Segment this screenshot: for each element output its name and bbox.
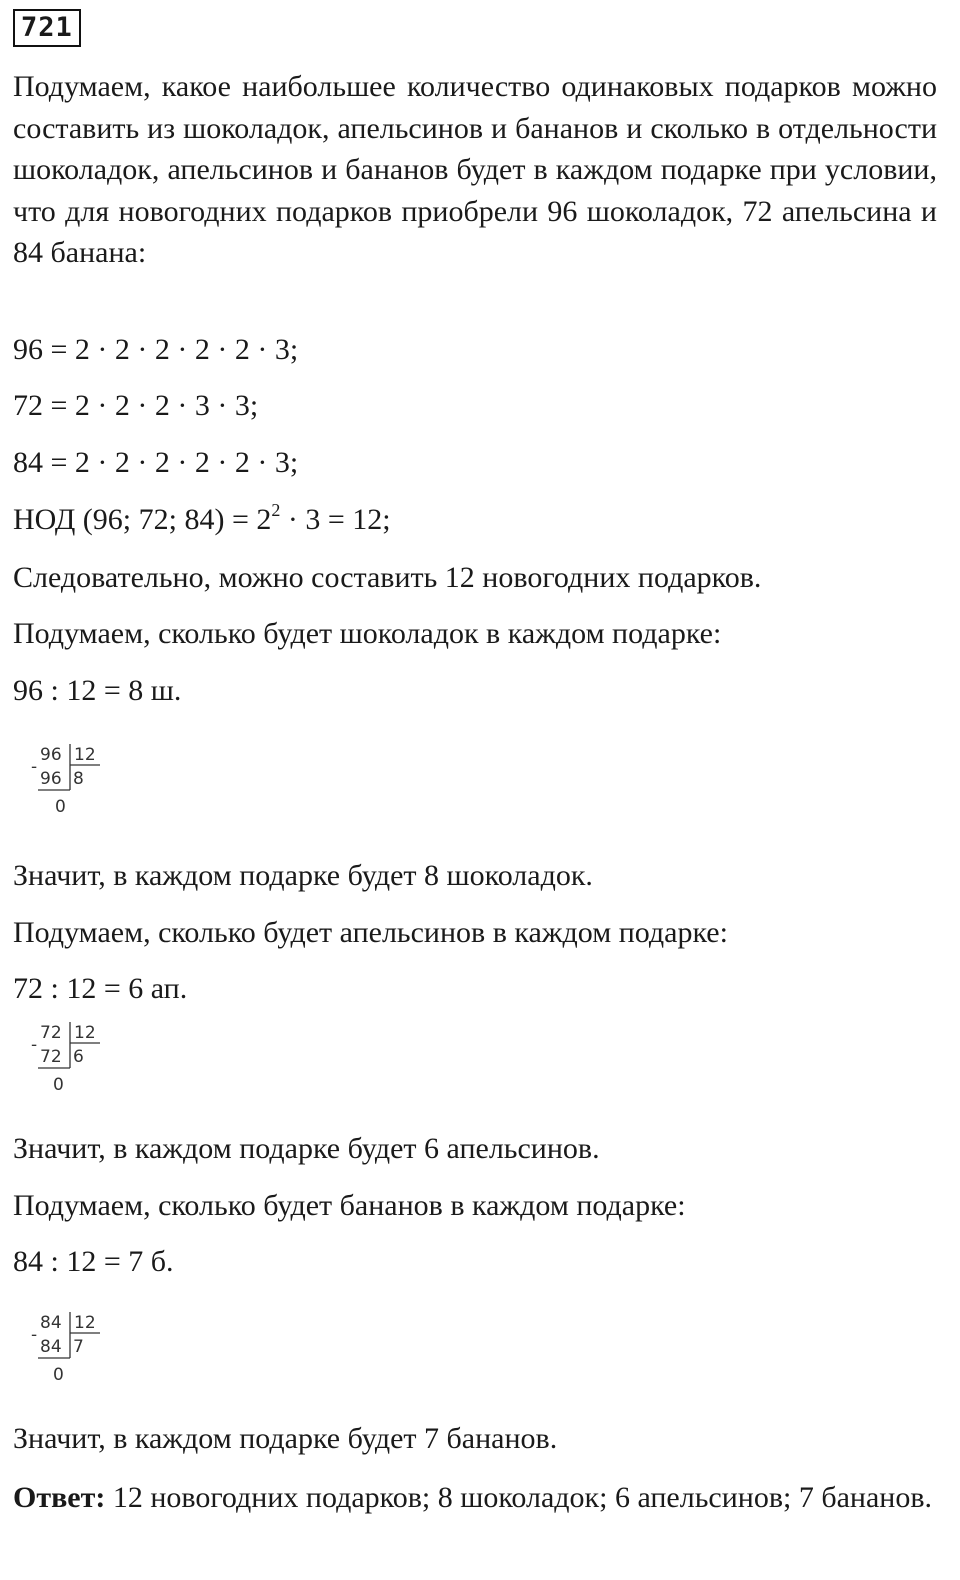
division-quotient: 7	[73, 1337, 84, 1357]
answer-text: 12 новогодних подарков; 8 шоколадок; 6 апельсинов; 7 бананов.	[105, 1481, 932, 1514]
gcd-exponent: 2	[271, 500, 281, 520]
bananas-equation: 84 : 12 = 7 б.	[13, 1245, 174, 1278]
division-dividend: 84	[40, 1313, 62, 1333]
division-quotient: 6	[73, 1047, 84, 1067]
division-divisor: 12	[74, 1313, 96, 1333]
intro-paragraph: Подумаем, какое наибольшее количество одинаковых подарков можно составить из шоколадок, апельсинов и бананов и сколько в отдельности шоколадок, апельсинов и бананов будет в каждом подарке при условии, что для новогодних подарков приобрели 96 шоколадок, 72 апельсина и 84 банана:	[13, 70, 937, 269]
division-divisor: 12	[74, 1023, 96, 1043]
division-divisor: 12	[74, 745, 96, 765]
division-remainder: 0	[55, 797, 66, 817]
oranges-equation: 72 : 12 = 6 ап.	[13, 972, 188, 1005]
answer-paragraph	[13, 1478, 937, 1518]
division-minus: -	[31, 1325, 38, 1345]
gcd-suffix: · 3 = 12;	[280, 503, 391, 536]
oranges-result: Значит, в каждом подарке будет 6 апельсинов.	[13, 1132, 600, 1165]
bananas-result: Значит, в каждом подарке будет 7 бананов.	[13, 1422, 558, 1455]
division-dividend: 72	[40, 1023, 62, 1043]
division-minus: -	[31, 1035, 38, 1055]
division-subtrahend: 72	[40, 1047, 62, 1067]
division-quotient: 8	[73, 769, 84, 789]
chocolate-result: Значит, в каждом подарке будет 8 шоколадок.	[13, 859, 593, 892]
division-remainder: 0	[53, 1075, 64, 1095]
gcd-line	[13, 502, 391, 538]
oranges-question: Подумаем, сколько будет апельсинов в каждом подарке:	[13, 916, 728, 949]
chocolate-question: Подумаем, сколько будет шоколадок в каждом подарке:	[13, 617, 722, 650]
chocolate-long-division	[28, 740, 118, 820]
conclusion-gifts: Следовательно, можно составить 12 новогодних подарков.	[13, 561, 762, 594]
oranges-long-division	[28, 1018, 118, 1098]
chocolate-equation: 96 : 12 = 8 ш.	[13, 674, 182, 707]
division-remainder: 0	[53, 1365, 64, 1385]
bananas-long-division	[28, 1308, 118, 1388]
factorization-96: 96 = 2 · 2 · 2 · 2 · 2 · 3;	[13, 333, 299, 366]
answer-label: Ответ:	[13, 1481, 106, 1514]
division-minus: -	[31, 757, 38, 777]
bananas-question: Подумаем, сколько будет бананов в каждом подарке:	[13, 1189, 686, 1222]
division-subtrahend: 84	[40, 1337, 62, 1357]
division-subtrahend: 96	[40, 769, 62, 789]
gcd-prefix: НОД (96; 72; 84) = 2	[13, 503, 272, 536]
factorization-84: 84 = 2 · 2 · 2 · 2 · 2 · 3;	[13, 446, 299, 479]
division-dividend: 96	[40, 745, 62, 765]
problem-number: 721	[13, 9, 81, 47]
factorization-72: 72 = 2 · 2 · 2 · 3 · 3;	[13, 389, 259, 422]
